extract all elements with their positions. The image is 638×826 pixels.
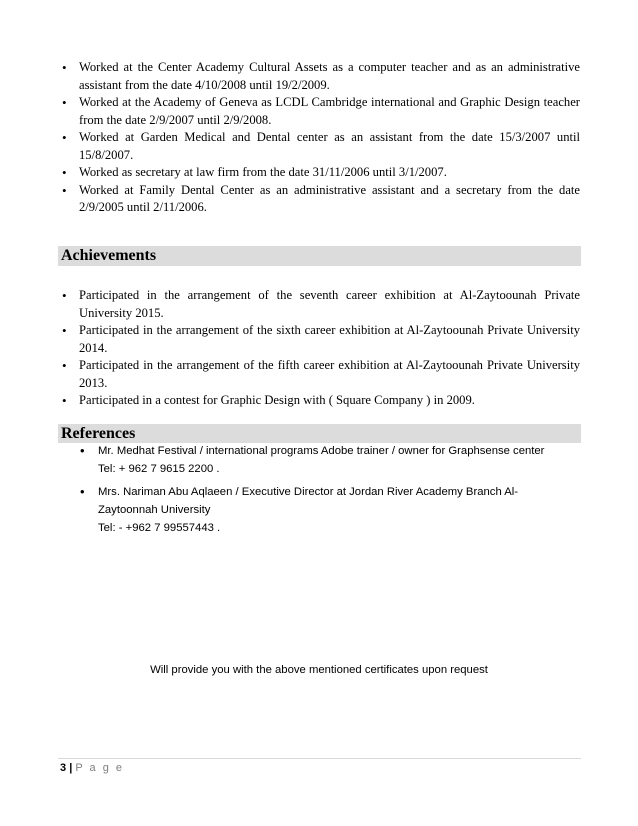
references-section-header: [58, 424, 581, 443]
work-experience-list: [60, 59, 580, 217]
page-label: P a g e: [75, 762, 124, 774]
section-title: References: [61, 425, 136, 442]
certificates-note: Will provide you with the above mentioned certificates upon request: [150, 664, 488, 676]
reference-details: • Mrs. Nariman Abu Aqlaeen / Executive Director at Jordan River Academy Branch Al-Zaytoonnah University: [98, 486, 519, 516]
references-list: [80, 442, 560, 537]
achievements-list: [60, 287, 580, 410]
reference-phone: Tel: - +962 7 99557443 .: [98, 522, 221, 534]
list-item: • Worked at Garden Medical and Dental center as an assistant from the date 15/3/2007 until 15/8/2007.: [60, 129, 580, 164]
reference-details: • Mr. Medhat Festival / international programs Adobe trainer / owner for Graphsense center: [98, 445, 545, 457]
reference-item: [80, 483, 560, 537]
footer-separator: |: [69, 762, 73, 774]
list-item: • Worked at the Center Academy Cultural Assets as a computer teacher and as an administrative assistant from the date 4/10/2008 until 19/2/2009.: [60, 59, 580, 94]
list-item: • Worked at Family Dental Center as an administrative assistant and a secretary from the date 2/9/2005 until 2/11/2006.: [60, 182, 580, 217]
reference-phone: Tel: + 962 7 9615 2200 .: [98, 463, 220, 475]
page-number: 3: [60, 762, 67, 774]
footer-divider: [58, 758, 581, 759]
page-footer: [60, 762, 124, 774]
achievements-section-header: [58, 246, 581, 266]
list-item: • Participated in the arrangement of the sixth career exhibition at Al-Zaytoounah Private University 2014.: [60, 322, 580, 357]
list-item: • Worked as secretary at law firm from the date 31/11/2006 until 3/1/2007.: [60, 164, 580, 182]
list-item: • Participated in a contest for Graphic Design with ( Square Company ) in 2009.: [60, 392, 580, 410]
list-item: • Worked at the Academy of Geneva as LCDL Cambridge international and Graphic Design teacher from the date 2/9/2007 until 2/9/2008.: [60, 94, 580, 129]
section-title: Achievements: [61, 247, 157, 264]
list-item: • Participated in the arrangement of the fifth career exhibition at Al-Zaytoounah Private University 2013.: [60, 357, 580, 392]
list-item: • Participated in the arrangement of the seventh career exhibition at Al-Zaytoounah Private University 2015.: [60, 287, 580, 322]
reference-item: [80, 442, 560, 478]
